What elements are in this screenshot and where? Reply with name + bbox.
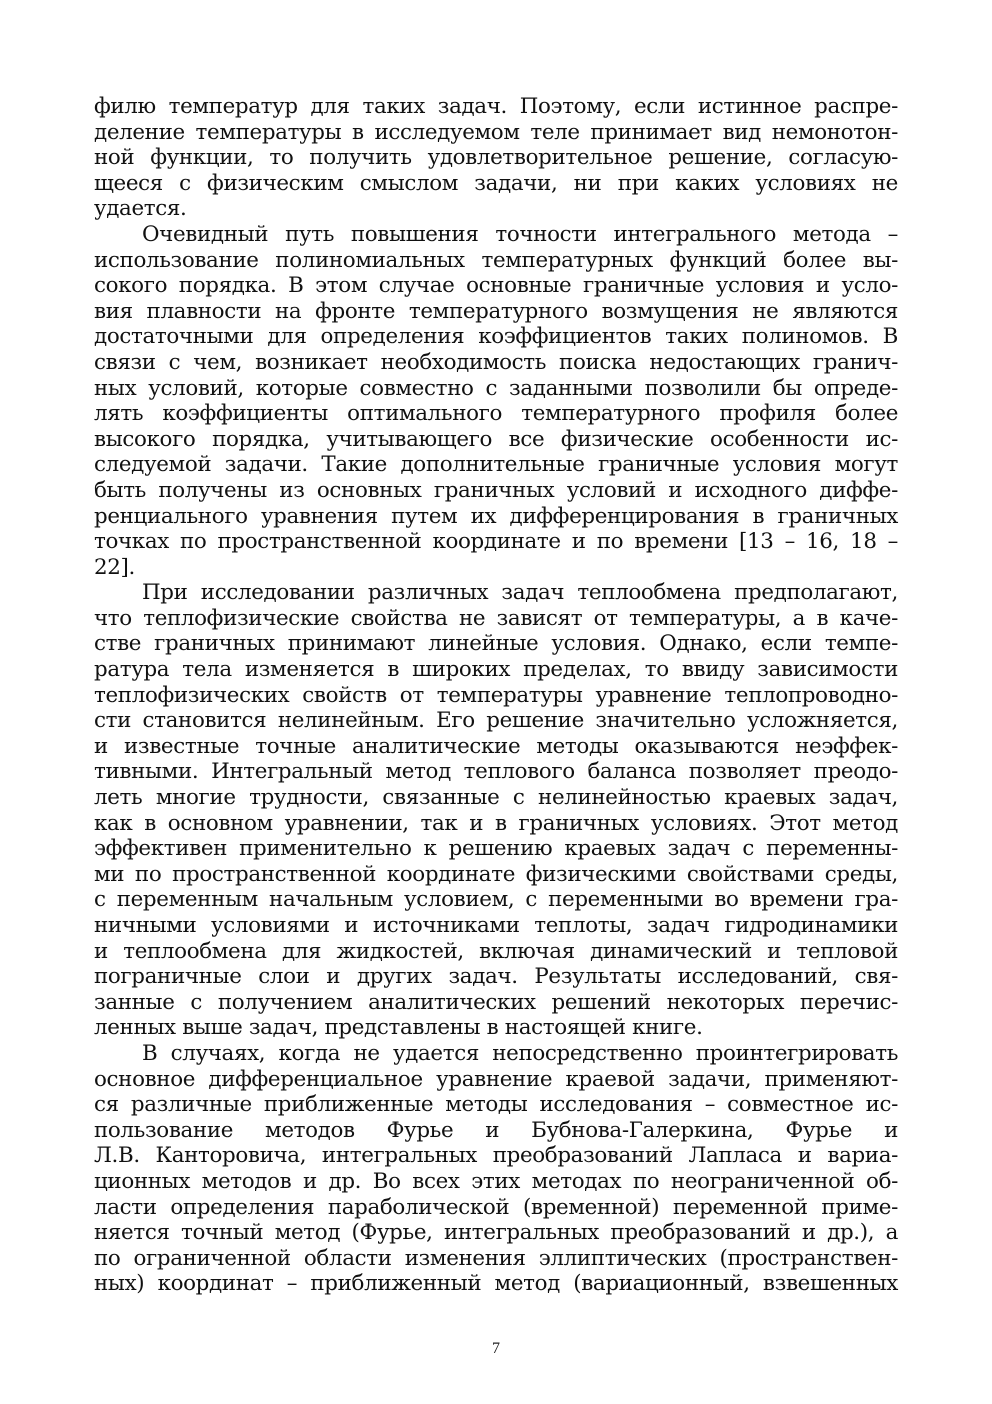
text-line: занные с получением аналитических решений некоторых перечис-: [94, 989, 898, 1015]
paragraph-2: [94, 222, 898, 580]
text-line: связи с чем, возникает необходимость поиска недостающих гранич-: [94, 349, 898, 375]
text-line: При исследовании различных задач теплообмена предполагают,: [142, 580, 898, 606]
text-line: тивными. Интегральный метод теплового баланса позволяет преодо-: [94, 759, 898, 785]
page-number: 7: [492, 1340, 500, 1357]
text-line: что теплофизические свойства не зависят от температуры, а в каче-: [94, 605, 898, 631]
text-line: эффективен применительно к решению краевых задач с переменны-: [94, 836, 898, 862]
text-line: и известные точные аналитические методы оказываются неэффек-: [94, 733, 898, 759]
text-line: щееся с физическим смыслом задачи, ни при каких условиях не: [94, 170, 898, 196]
text-line: удается.: [94, 196, 187, 222]
text-line: ной функции, то получить удовлетворительное решение, согласую-: [94, 145, 898, 171]
paragraph-1: [94, 94, 898, 222]
text-line: леть многие трудности, связанные с нелинейностью краевых задач,: [94, 785, 898, 811]
text-line: по ограниченной области изменения эллиптических (пространствен-: [94, 1245, 898, 1271]
text-line: ционных методов и др. Во всех этих методах по неограниченной об-: [94, 1168, 898, 1194]
text-line: Л.В. Канторовича, интегральных преобразований Лапласа и вариа-: [94, 1143, 898, 1169]
text-line: с переменным начальным условием, с переменными во времени гра-: [94, 887, 898, 913]
text-line: сокого порядка. В этом случае основные граничные условия и усло-: [94, 273, 898, 299]
text-line: ласти определения параболической (временной) переменной приме-: [94, 1194, 898, 1220]
text-line: высокого порядка, учитывающего все физические особенности ис-: [94, 426, 898, 452]
text-line: сти становится нелинейным. Его решение значительно усложняется,: [94, 708, 898, 734]
text-line: филю температур для таких задач. Поэтому, если истинное распре-: [94, 94, 898, 119]
text-line: ных условий, которые совместно с заданными позволили бы опреде-: [94, 375, 898, 401]
text-line: использование полиномиальных температурных функций более вы-: [94, 247, 898, 273]
text-line: следуемой задачи. Такие дополнительные граничные условия могут: [94, 452, 898, 478]
text-line: Очевидный путь повышения точности интегрального метода –: [142, 221, 898, 247]
text-line: точках по пространственной координате и по времени [13 – 16, 18 –: [94, 529, 898, 555]
text-line: ленных выше задач, представлены в настоящей книге.: [94, 1015, 703, 1041]
text-line: ратура тела изменяется в широких пределах, то ввиду зависимости: [94, 657, 898, 683]
text-line: лять коэффициенты оптимального температурного профиля более: [94, 401, 898, 427]
text-line: теплофизических свойств от температуры уравнение теплопроводно-: [94, 682, 898, 708]
text-line: вия плавности на фронте температурного возмущения не являются: [94, 298, 898, 324]
text-line: пользование методов Фурье и Бубнова-Галеркина, Фурье и: [94, 1117, 898, 1143]
text-line: 22].: [94, 554, 135, 580]
paragraph-4: [94, 1041, 898, 1297]
text-line: и теплообмена для жидкостей, включая динамический и тепловой: [94, 938, 898, 964]
text-line: стве граничных принимают линейные условия. Однако, если темпе-: [94, 631, 898, 657]
text-line: няется точный метод (Фурье, интегральных преобразований и др.), а: [94, 1220, 898, 1246]
text-line: деление температуры в исследуемом теле принимает вид немонотон-: [94, 119, 898, 145]
text-line: ся различные приближенные методы исследования – совместное ис-: [94, 1092, 898, 1118]
text-line: основное дифференциальное уравнение краевой задачи, применяют-: [94, 1066, 898, 1092]
text-line: быть получены из основных граничных условий и исходного диффе-: [94, 477, 898, 503]
text-line: пограничные слои и других задач. Результаты исследований, свя-: [94, 964, 898, 990]
text-line: В случаях, когда не удается непосредственно проинтегрировать: [142, 1040, 898, 1066]
text-line: ных) координат – приближенный метод (вариационный, взвешенных: [94, 1271, 898, 1297]
text-line: ми по пространственной координате физическими свойствами среды,: [94, 861, 898, 887]
text-line: ренциального уравнения путем их дифференцирования в граничных: [94, 503, 898, 529]
page-body: [94, 94, 898, 1297]
text-line: ничными условиями и источниками теплоты, задач гидродинамики: [94, 913, 898, 938]
text-line: достаточными для определения коэффициентов таких полиномов. В: [94, 324, 898, 350]
paragraph-3: [94, 580, 898, 1041]
text-line: как в основном уравнении, так и в граничных условиях. Этот метод: [94, 810, 898, 836]
